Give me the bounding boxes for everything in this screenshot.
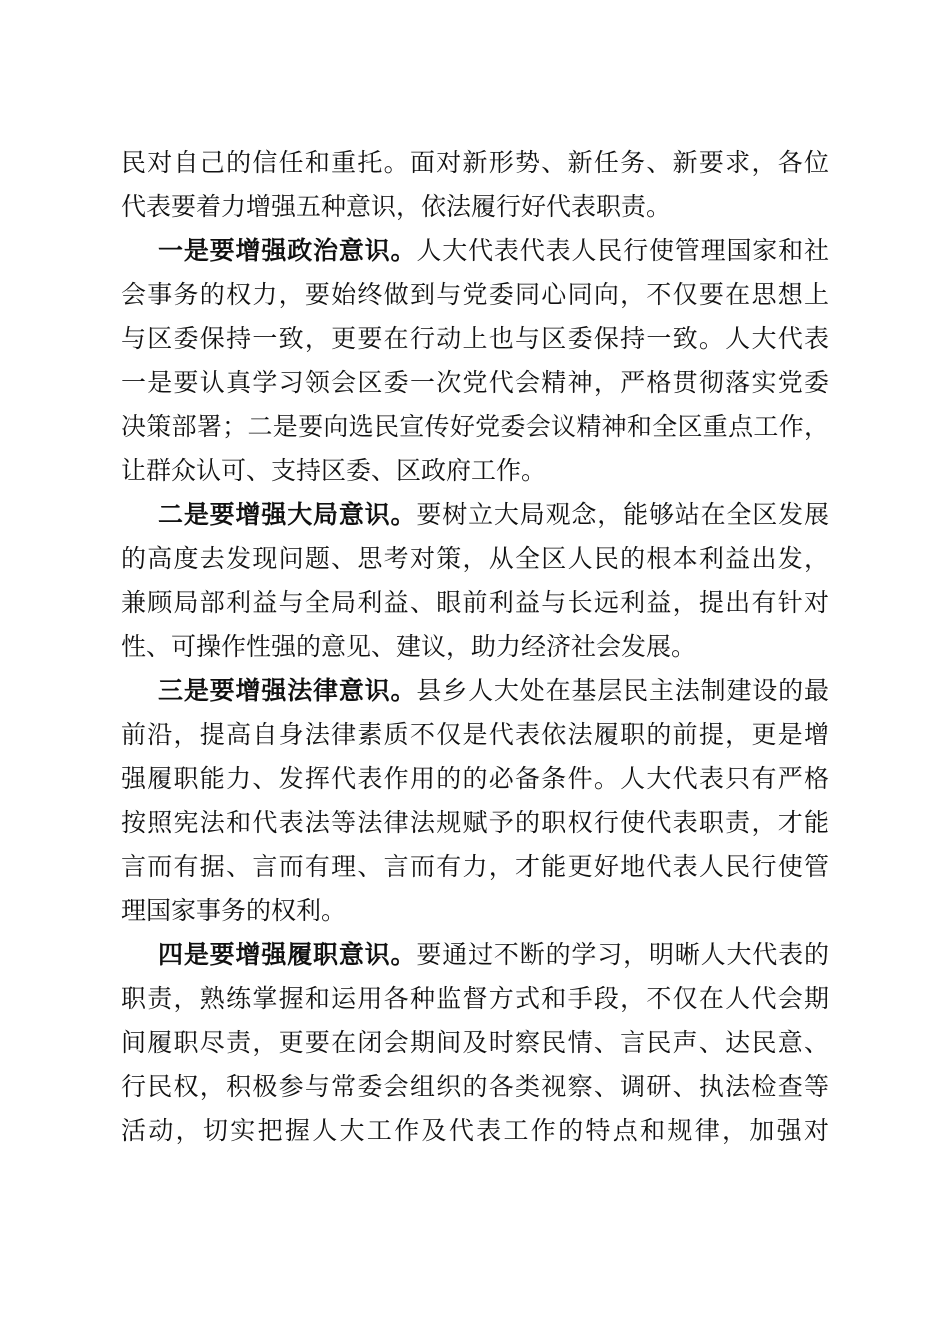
paragraph-2-line-1 xyxy=(158,493,829,537)
paragraph-4-line-1 xyxy=(158,933,829,977)
paragraph-4-line-2: 职责，熟练掌握和运用各种监督方式和手段，不仅在人代会期 xyxy=(121,984,829,1013)
paragraph-2-line-3: 兼顾局部利益与全局利益、眼前利益与长远利益，提出有针对 xyxy=(121,588,829,617)
paragraph-intro-line-2: 代表要着力增强五种意识，依法履行好代表职责。 xyxy=(121,192,672,221)
heading-legal-awareness: 三是要增强法律意识。 xyxy=(158,676,417,705)
paragraph-1-line-1 xyxy=(158,229,829,273)
paragraph-3-line-1-text: 县乡人大处在基层民主法制建设的最 xyxy=(416,676,829,705)
paragraph-3-line-4: 按照宪法和代表法等法律法规赋予的职权行使代表职责，才能 xyxy=(121,808,829,837)
paragraph-4-line-4: 行民权，积极参与常委会组织的各类视察、调研、执法检查等 xyxy=(121,1072,829,1101)
heading-overall-awareness: 二是要增强大局意识。 xyxy=(158,500,417,529)
paragraph-intro-line-1: 民对自己的信任和重托。面对新形势、新任务、新要求，各位 xyxy=(121,148,829,177)
paragraph-1-line-1-text: 人大代表代表人民行使管理国家和社 xyxy=(416,236,829,265)
paragraph-3-line-6: 理国家事务的权利。 xyxy=(121,896,347,925)
paragraph-3-line-5: 言而有据、言而有理、言而有力，才能更好地代表人民行使管 xyxy=(121,852,829,881)
paragraph-2-line-2: 的高度去发现问题、思考对策，从全区人民的根本利益出发， xyxy=(121,544,829,573)
paragraph-1-line-2: 会事务的权力，要始终做到与党委同心同向，不仅要在思想上 xyxy=(121,280,829,309)
paragraph-4-line-1-text: 要通过不断的学习，明晰人大代表的 xyxy=(416,940,829,969)
paragraph-3-line-2: 前沿，提高自身法律素质不仅是代表依法履职的前提，更是增 xyxy=(121,720,829,749)
paragraph-4-line-3: 间履职尽责，更要在闭会期间及时察民情、言民声、达民意、 xyxy=(121,1028,829,1057)
heading-political-awareness: 一是要增强政治意识。 xyxy=(158,236,417,265)
paragraph-1-line-6: 让群众认可、支持区委、区政府工作。 xyxy=(121,456,547,485)
paragraph-4-line-5: 活动，切实把握人大工作及代表工作的特点和规律，加强对 xyxy=(121,1116,829,1145)
paragraph-2-line-4: 性、可操作性强的意见、建议，助力经济社会发展。 xyxy=(121,632,697,661)
heading-duty-awareness: 四是要增强履职意识。 xyxy=(158,940,417,969)
paragraph-3-line-1 xyxy=(158,669,829,713)
paragraph-3-line-3: 强履职能力、发挥代表作用的的必备条件。人大代表只有严格 xyxy=(121,764,829,793)
paragraph-1-line-5: 决策部署；二是要向选民宣传好党委会议精神和全区重点工作， xyxy=(121,412,829,441)
paragraph-1-line-4: 一是要认真学习领会区委一次党代会精神，严格贯彻落实党委 xyxy=(121,368,829,397)
paragraph-2-line-1-text: 要树立大局观念，能够站在全区发展 xyxy=(416,500,829,529)
paragraph-1-line-3: 与区委保持一致，更要在行动上也与区委保持一致。人大代表 xyxy=(121,324,829,353)
